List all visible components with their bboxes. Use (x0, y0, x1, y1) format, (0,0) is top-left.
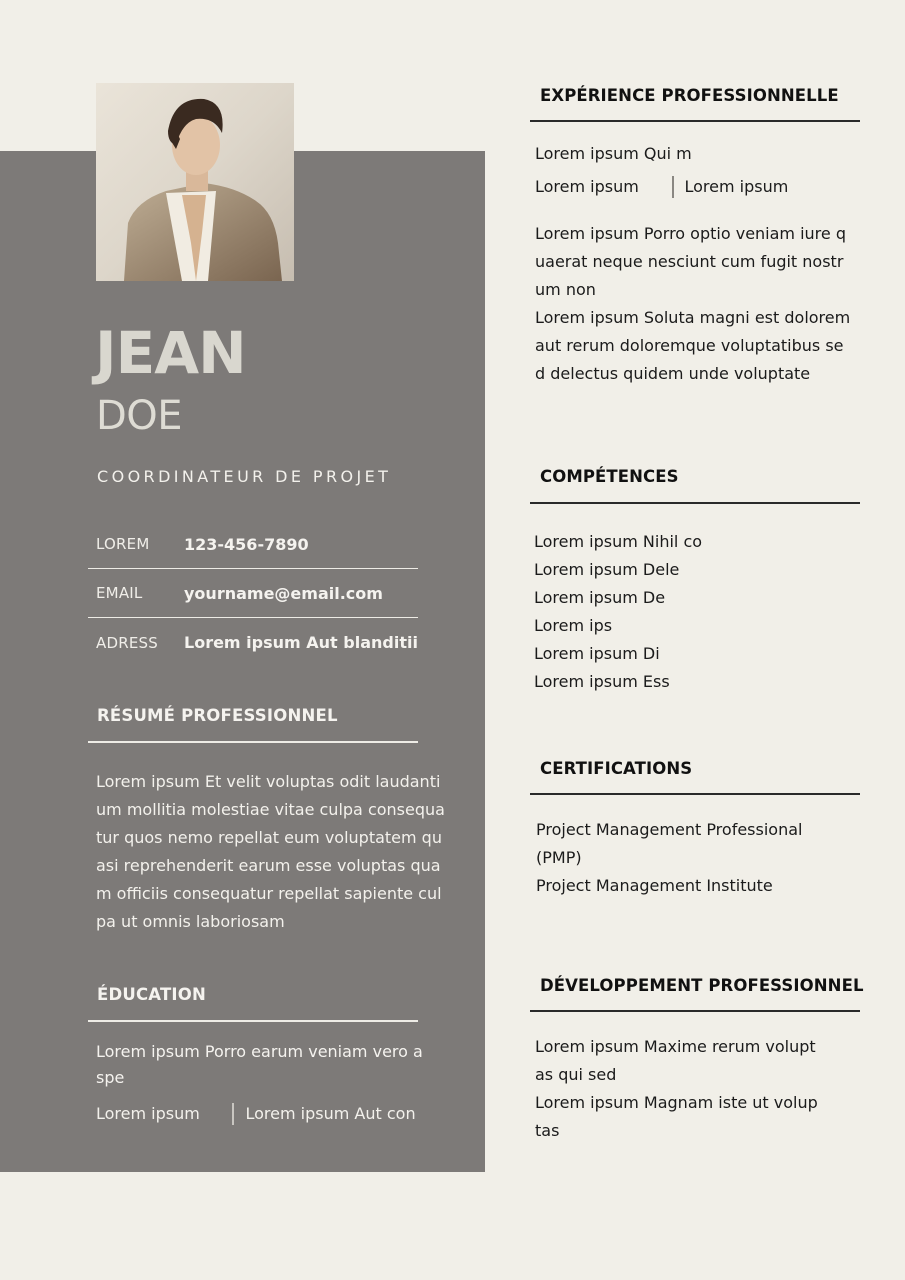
experience-divider (530, 120, 860, 122)
skill-item: Lorem ipsum Di (534, 644, 660, 663)
address-value: Lorem ipsum Aut blanditii (184, 633, 418, 652)
skill-item: Lorem ipsum Dele (534, 560, 680, 579)
experience-meta (535, 174, 788, 200)
first-name: JEAN (95, 319, 246, 387)
vertical-separator (672, 176, 674, 198)
education-divider (88, 1020, 418, 1022)
skills-divider (530, 502, 860, 504)
skills-list (534, 528, 859, 696)
experience-meta-right: Lorem ipsum (684, 177, 789, 196)
contact-list (88, 520, 418, 667)
contact-row-address (88, 618, 418, 667)
person-portrait-icon (96, 83, 294, 281)
certification-item: Project Management Professional (PMP) (536, 820, 803, 867)
skill-item: Lorem ipsum De (534, 588, 666, 607)
contact-label: LOREM (96, 535, 150, 553)
education-heading: ÉDUCATION (97, 985, 206, 1004)
skill-item: Lorem ips (534, 616, 613, 635)
development-list (535, 1033, 820, 1145)
education-meta (96, 1101, 416, 1127)
development-item: Lorem ipsum Magnam iste ut voluptas (535, 1093, 818, 1140)
summary-text: Lorem ipsum Et velit voluptas odit laudantium mollitia molestiae vitae culpa consequatur quos nemo repellat eum voluptatem quasi reprehenderit earum esse voluptas quam officiis consequatur repellat sapiente culpa ut omnis laboriosam (96, 772, 445, 931)
certifications-heading: CERTIFICATIONS (540, 759, 693, 778)
skills-heading: COMPÉTENCES (540, 467, 679, 486)
experience-role: Lorem ipsum Qui m (535, 144, 692, 163)
vertical-separator (232, 1103, 234, 1125)
skill-item: Lorem ipsum Ess (534, 672, 670, 691)
skill-item: Lorem ipsum Nihil co (534, 532, 703, 551)
summary-divider (88, 741, 418, 743)
summary-heading: RÉSUMÉ PROFESSIONNEL (97, 706, 338, 725)
email-value: yourname@email.com (184, 583, 383, 603)
certifications-divider (530, 793, 860, 795)
experience-description-1: Lorem ipsum Porro optio veniam iure quaerat neque nesciunt cum fugit nostrum non (535, 224, 846, 299)
contact-row-email (88, 569, 418, 618)
last-name: DOE (96, 393, 183, 439)
certification-item: Project Management Institute (536, 876, 773, 895)
development-heading: DÉVELOPPEMENT PROFESSIONNEL (540, 976, 864, 995)
contact-label: EMAIL (96, 584, 143, 602)
certifications-list (536, 816, 836, 900)
experience-description-2: Lorem ipsum Soluta magni est dolorem aut rerum doloremque voluptatibus sed delectus quidem unde voluptate (535, 308, 851, 383)
phone-value: 123-456-7890 (184, 534, 309, 554)
development-divider (530, 1010, 860, 1012)
contact-row-phone (88, 520, 418, 569)
contact-label: ADRESS (96, 633, 158, 652)
education-meta-right: Lorem ipsum Aut con (245, 1104, 416, 1123)
experience-meta-left: Lorem ipsum (535, 177, 639, 196)
development-item: Lorem ipsum Maxime rerum voluptas qui sed (535, 1037, 816, 1084)
experience-description (535, 220, 853, 388)
education-degree: Lorem ipsum Porro earum veniam vero aspe (96, 1042, 423, 1087)
education-meta-left: Lorem ipsum (96, 1104, 200, 1123)
job-title: COORDINATEUR DE PROJET (97, 467, 392, 486)
profile-photo (96, 83, 294, 281)
experience-heading: EXPÉRIENCE PROFESSIONNELLE (540, 86, 839, 105)
